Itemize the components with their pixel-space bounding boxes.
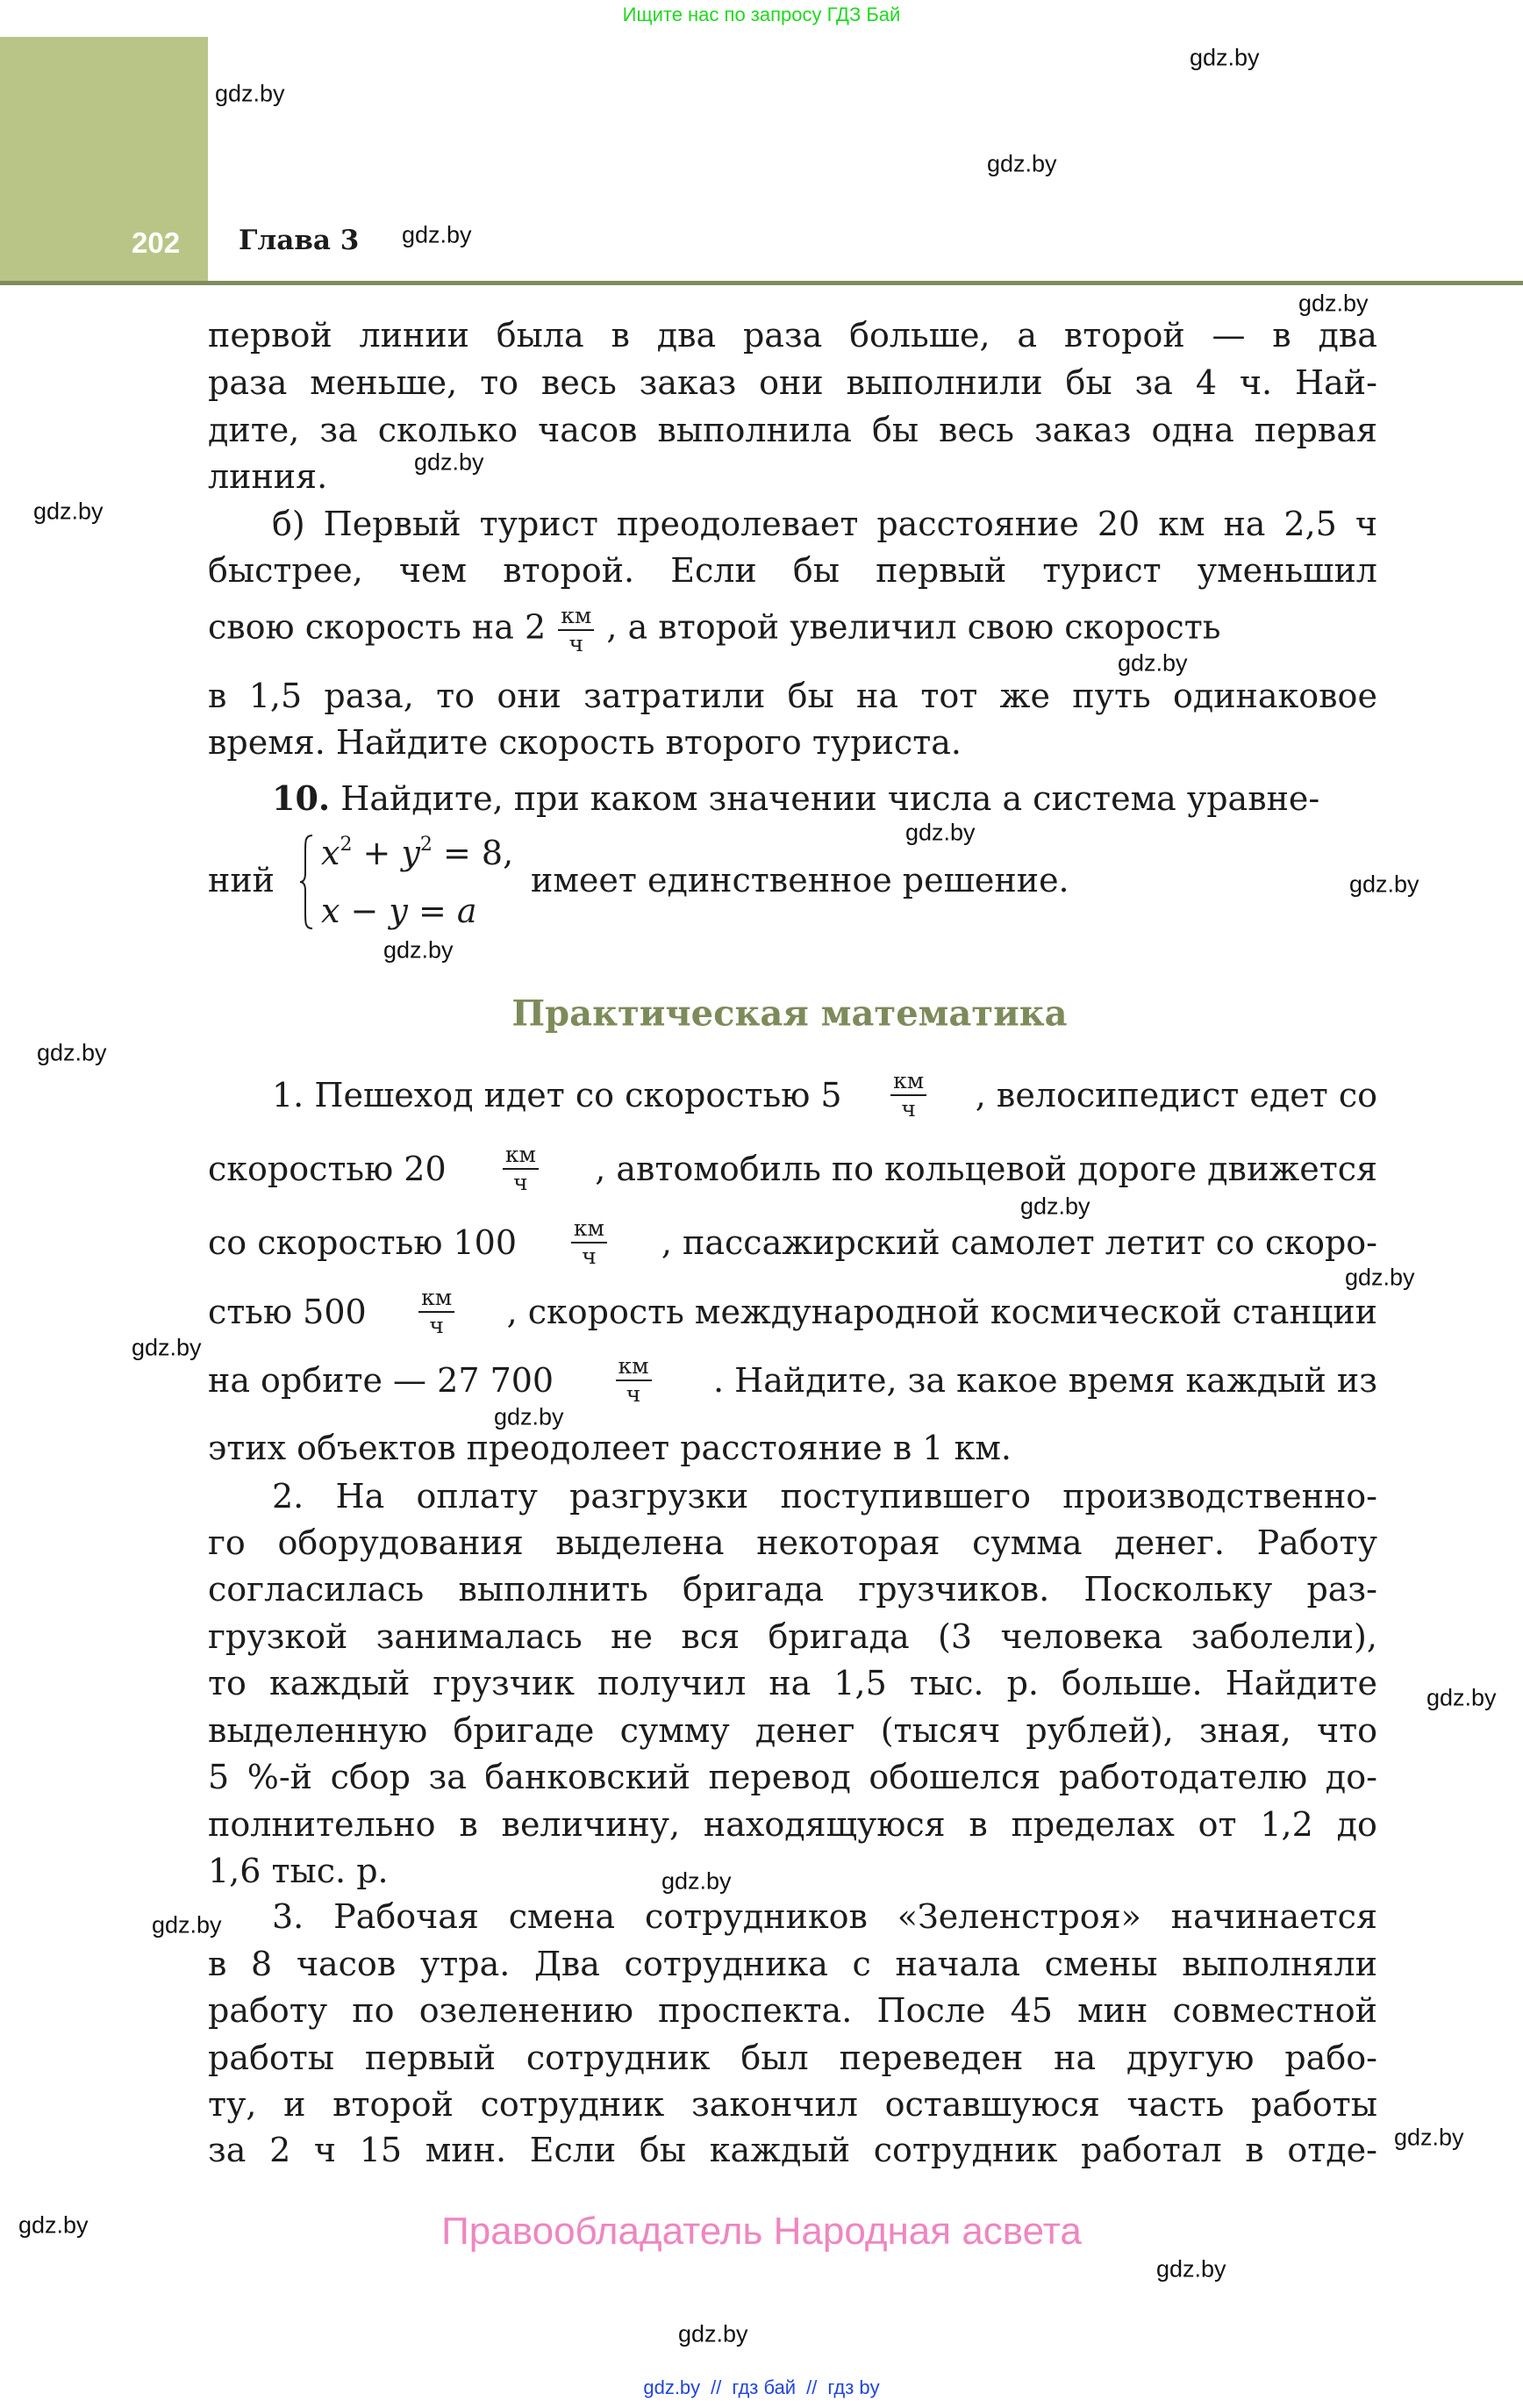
unit-fraction-kmh: $\frac{км}{ч}$ (571, 1215, 607, 1270)
word: поступившего (780, 1477, 1031, 1516)
text-line (208, 314, 1377, 356)
word: Най- (1294, 363, 1377, 402)
footer-separator: // (806, 2376, 818, 2398)
word: полнительно (208, 1805, 436, 1844)
word: не (611, 1617, 653, 1656)
word: тот (920, 677, 978, 715)
word: на (1223, 505, 1266, 543)
unit-fraction-kmh: $\frac{км}{ч}$ (558, 603, 594, 657)
watermark-text: gdz.by (494, 1403, 564, 1430)
word: денег. (1114, 1523, 1225, 1562)
word: заказ (639, 363, 737, 402)
word: производственно- (1062, 1477, 1377, 1516)
footer-link-gdz-bai[interactable]: гдз бай (732, 2376, 797, 2398)
unit-fraction-kmh: $\frac{км}{ч}$ (890, 1068, 926, 1122)
word: бы (871, 411, 919, 449)
word: то (208, 1664, 247, 1702)
section-title: Практическая математика (511, 993, 1068, 1035)
word: работу (208, 1991, 328, 2030)
watermark-text: gdz.by (383, 936, 454, 964)
word: за (428, 1758, 467, 1796)
watermark-text: gdz.by (905, 819, 976, 846)
header-rule (0, 281, 1523, 285)
word: в (1272, 316, 1291, 355)
word: в (611, 316, 630, 355)
text-line (208, 1709, 1377, 1752)
word: ту, (208, 2085, 257, 2124)
word: работы (208, 2039, 335, 2077)
unit-fraction-kmh: $\frac{км}{ч}$ (503, 1142, 539, 1196)
word: и (283, 2085, 306, 2124)
text-line (208, 675, 1377, 717)
text-line (208, 362, 1377, 404)
word: до (1336, 1805, 1377, 1844)
word: часов (296, 1945, 397, 1983)
word: мин (1077, 1991, 1148, 2030)
word: больше, (849, 316, 990, 355)
word: тыс. (909, 1664, 984, 1702)
word: грузчик (433, 1664, 575, 1702)
word: Если (670, 551, 757, 590)
word: 4 (1195, 363, 1217, 402)
text-line-with-fraction: со скоростью 100 $\frac{км}{ч}$ , пассажирский самолет летит со скоро- (208, 1215, 1377, 1269)
word: денег (754, 1711, 855, 1750)
equation-1: $x^2 + y^2 = 8$, (321, 834, 514, 872)
word: переведен (839, 2039, 1024, 2077)
word: Если (529, 2131, 617, 2169)
task-9b-line (272, 503, 1377, 545)
word: чем (398, 551, 468, 590)
word: %-й (247, 1758, 313, 1796)
word: заказ (1033, 411, 1132, 449)
word: «Зеленстроя» (897, 1897, 1141, 1936)
word: сотрудник (873, 2131, 1058, 2169)
curly-brace-icon (298, 834, 314, 930)
text-line: время. Найдите скорость второго туриста. (208, 723, 962, 762)
watermark-text: gdz.by (132, 1334, 202, 1361)
word: первый (364, 2039, 496, 2077)
text-line (208, 409, 1377, 451)
word: закончил (690, 2085, 858, 2124)
word: отде- (1287, 2131, 1377, 2169)
word: на (769, 1664, 812, 1702)
word: в (459, 1805, 478, 1844)
text-line (208, 1616, 1377, 1658)
text-line (208, 2037, 1377, 2079)
footer-link-gdz-by-cyr[interactable]: гдз by (827, 2376, 880, 2398)
word: После (876, 1991, 986, 2030)
text-line-with-fraction: стью 500 $\frac{км}{ч}$ , скорость международной космической станции (208, 1285, 1377, 1338)
word: ч (1355, 505, 1377, 543)
word: Найдите (1225, 1664, 1377, 1702)
word: сотрудник (480, 2085, 665, 2124)
word: с (852, 1945, 871, 1983)
word: сбор (330, 1758, 411, 1796)
word: то (436, 677, 475, 715)
word: же (999, 677, 1050, 715)
word: часов (538, 411, 638, 449)
watermark-text: gdz.by (402, 221, 472, 248)
word: 1,2 (1260, 1805, 1313, 1844)
word: в (208, 677, 227, 715)
text-line: линия. (208, 457, 328, 496)
word: сотрудников (644, 1897, 868, 1936)
search-banner: Ищите нас по запросу ГДЗ Бай (622, 4, 901, 25)
word: рублей), (1026, 1711, 1174, 1750)
word: согласилась (208, 1570, 425, 1609)
word: величину, (501, 1805, 681, 1844)
word: бы (792, 551, 840, 590)
word: работал (1081, 2131, 1222, 2169)
unit-fraction-kmh: $\frac{км}{ч}$ (418, 1285, 454, 1339)
equation-system (298, 834, 535, 930)
word: На (335, 1477, 385, 1516)
word: бы (1065, 363, 1112, 402)
word: больше. (1062, 1664, 1203, 1702)
word: ч (313, 2131, 337, 2169)
word: первой (208, 316, 332, 355)
word: бригаде (453, 1711, 595, 1750)
word: выполняли (1182, 1945, 1377, 1983)
word: по (352, 1991, 395, 2030)
page-number: 202 (132, 226, 181, 259)
word: некоторая (756, 1523, 940, 1562)
text-line: 1,6 тыс. р. (208, 1852, 389, 1890)
watermark-text: gdz.by (1156, 2255, 1226, 2283)
word: сумма (972, 1523, 1083, 1562)
word: расстояние (876, 505, 1079, 543)
watermark-text: gdz.by (215, 80, 285, 107)
word: вся (681, 1617, 740, 1656)
word: банковский (484, 1758, 690, 1796)
practical-task-1-line: 1. Пешеход идет со скоростью 5 $\frac{км}{ч}$ , велосипедист едет со (272, 1068, 1377, 1122)
word: сотрудника (624, 1945, 828, 1983)
watermark-text: gdz.by (1349, 871, 1419, 898)
equation-2: x − y = a (321, 892, 477, 930)
watermark-text: gdz.by (1020, 1193, 1090, 1220)
text-line-with-fraction: свою скорость на 2 $\frac{км}{ч}$ , а второй увеличил свою скорость (208, 603, 1221, 656)
word: был (740, 2039, 809, 2077)
word: линии (359, 316, 469, 355)
text-line-with-fraction: скоростью 20 $\frac{км}{ч}$ , автомобиль по кольцевой дороге движется (208, 1142, 1377, 1195)
word: весь (540, 363, 617, 402)
copyright-notice: Правообладатель Народная асвета (441, 2210, 1082, 2253)
word: на (1054, 2039, 1097, 2077)
word: путь (1072, 677, 1151, 715)
word: утра. (419, 1945, 511, 1983)
word: 2. (272, 1477, 304, 1516)
word: 2,5 (1283, 505, 1337, 543)
word: смены (1044, 1945, 1158, 1983)
word: начинается (1170, 1897, 1377, 1936)
word: проспекта. (658, 1991, 853, 2030)
word: другую (1126, 2039, 1255, 2077)
watermark-text: gdz.by (1190, 44, 1260, 71)
word: обошелся (869, 1758, 1041, 1796)
word: дите, (208, 411, 300, 449)
word: в (208, 1945, 227, 1983)
watermark-text: gdz.by (987, 150, 1057, 177)
word: что (1316, 1711, 1377, 1750)
word: первый (876, 551, 1007, 590)
watermark-text: gdz.by (1118, 649, 1188, 677)
word: два (656, 316, 717, 355)
word: грузкой (208, 1617, 348, 1656)
practical-task-2-line (272, 1475, 1377, 1517)
word: бригада (768, 1617, 910, 1656)
text-line (208, 1756, 1377, 1798)
task-10-prefix: ний (208, 861, 275, 899)
word: работодателю (1058, 1758, 1308, 1796)
word: раза (208, 363, 288, 402)
word: рабо- (1284, 2039, 1377, 2077)
unit-fraction-kmh: $\frac{км}{ч}$ (616, 1353, 652, 1408)
word: ч. (1239, 363, 1273, 402)
word: р. (1006, 1664, 1039, 1702)
word: каждый (268, 1664, 411, 1702)
practical-task-3-line (272, 1896, 1377, 1938)
word: получил (597, 1664, 747, 1702)
word: пределах (1011, 1805, 1175, 1844)
word: затратили (583, 677, 766, 715)
word: Первый (323, 505, 461, 543)
word: 20 (1097, 505, 1140, 543)
word: оставшуюся (884, 2085, 1100, 2124)
word: занималась (375, 1617, 583, 1656)
word: выполнили (846, 363, 1043, 402)
word: два (1318, 316, 1377, 355)
word: 2 (269, 2131, 291, 2169)
task-10-line: 10. Найдите, при каком значении числа a система уравне- (272, 778, 1320, 818)
word: го (208, 1523, 246, 1562)
word: оплату (416, 1477, 538, 1516)
word: Работу (1256, 1523, 1377, 1562)
word: меньше, (310, 363, 458, 402)
watermark-text: gdz.by (678, 2320, 748, 2347)
word: начала (895, 1945, 1021, 1983)
word: турист (1042, 551, 1162, 590)
text-line (208, 549, 1377, 591)
word: второй (332, 2085, 454, 2124)
word: они (759, 363, 824, 402)
word: заболели), (1191, 1617, 1377, 1656)
chapter-title: Глава 3 (239, 225, 360, 256)
word: раза (742, 316, 823, 355)
text-line (208, 1989, 1377, 2032)
word: 45 (1010, 1991, 1053, 2030)
word: выполнила (657, 411, 852, 449)
word: они (497, 677, 561, 715)
watermark-text: gdz.by (37, 1039, 107, 1066)
word: а (1017, 316, 1038, 355)
text-line (208, 2083, 1377, 2125)
text-line: этих объектов преодолеет расстояние в 1 км. (208, 1429, 1012, 1467)
watermark-text: gdz.by (152, 1911, 222, 1939)
text-line (208, 1943, 1377, 1985)
text-line (208, 1662, 1377, 1704)
word: на (856, 677, 899, 715)
word: сумму (619, 1711, 730, 1750)
word: разгрузки (569, 1477, 749, 1516)
word: турист (479, 505, 598, 543)
word: Рабочая (333, 1897, 479, 1936)
word: от (1198, 1805, 1237, 1844)
word: 3. (272, 1897, 304, 1936)
word: человека (1000, 1617, 1163, 1656)
word: 5 (208, 1758, 230, 1796)
word: выделена (555, 1523, 725, 1562)
word: км (1158, 505, 1205, 543)
watermark-text: gdz.by (1426, 1684, 1497, 1711)
word: 8 (251, 1945, 273, 1983)
word: то (480, 363, 519, 402)
word: в (969, 1805, 988, 1844)
word: (3 (938, 1617, 973, 1656)
word: 15 (359, 2131, 403, 2169)
footer-links (0, 2376, 1523, 2399)
word: выделенную (208, 1711, 428, 1750)
word: до- (1325, 1758, 1377, 1796)
word: 1,5 (833, 1664, 887, 1702)
word: совместной (1172, 1991, 1377, 2030)
word: Два (533, 1945, 600, 1983)
watermark-text: gdz.by (33, 498, 104, 525)
text-line-with-fraction: на орбите — 27 700 $\frac{км}{ч}$ . Найдите, за какое время каждый из (208, 1353, 1377, 1407)
word: за (1134, 363, 1173, 402)
word: уменьшил (1197, 551, 1377, 590)
text-line (208, 2129, 1377, 2171)
word: весь (939, 411, 1014, 449)
word: выполнить (458, 1570, 648, 1609)
word: смена (508, 1897, 616, 1936)
text-line (208, 1803, 1377, 1845)
word: раз- (1306, 1570, 1377, 1609)
word: сотрудник (526, 2039, 711, 2077)
word: второй (1063, 316, 1185, 355)
word: озеленению (418, 1991, 633, 2030)
word: (тысяч (880, 1711, 1001, 1750)
word: перевод (708, 1758, 851, 1796)
text-line (208, 1568, 1377, 1610)
word: за (208, 2131, 247, 2169)
word: Поскольку (1083, 1570, 1273, 1609)
task-10-suffix: имеет единственное решение. (531, 861, 1069, 899)
word: одна (1151, 411, 1234, 449)
word: за (319, 411, 358, 449)
word: 1,5 (248, 677, 303, 715)
word: — (1212, 316, 1246, 355)
word: оборудования (277, 1523, 524, 1562)
word: сколько (377, 411, 518, 449)
word: второй. (503, 551, 635, 590)
text-line (208, 1522, 1377, 1564)
footer-link-gdz-by[interactable]: gdz.by (643, 2376, 701, 2398)
word: одинаковое (1172, 677, 1377, 715)
word: находящуюся (703, 1805, 946, 1844)
word: быстрее, (208, 551, 363, 590)
word: часть (1126, 2085, 1225, 2124)
watermark-text: gdz.by (18, 2211, 89, 2239)
word: грузчиков. (858, 1570, 1050, 1609)
watermark-text: gdz.by (661, 1867, 732, 1895)
word: в (1245, 2131, 1264, 2169)
watermark-text: gdz.by (1394, 2124, 1464, 2151)
watermark-text: gdz.by (414, 448, 484, 476)
word: б) (272, 505, 305, 543)
word: преодолевает (616, 505, 859, 543)
word: раза, (324, 677, 414, 715)
word: бригада (682, 1570, 825, 1609)
footer-separator: // (711, 2376, 722, 2398)
word: бы (787, 677, 834, 715)
word: мин. (425, 2131, 507, 2169)
word: бы (639, 2131, 687, 2169)
word: каждый (709, 2131, 851, 2169)
watermark-text: gdz.by (1298, 290, 1369, 317)
word: зная, (1199, 1711, 1291, 1750)
word: первая (1254, 411, 1377, 449)
watermark-text: gdz.by (1345, 1264, 1415, 1291)
word: работы (1250, 2085, 1377, 2124)
word: была (496, 316, 584, 355)
